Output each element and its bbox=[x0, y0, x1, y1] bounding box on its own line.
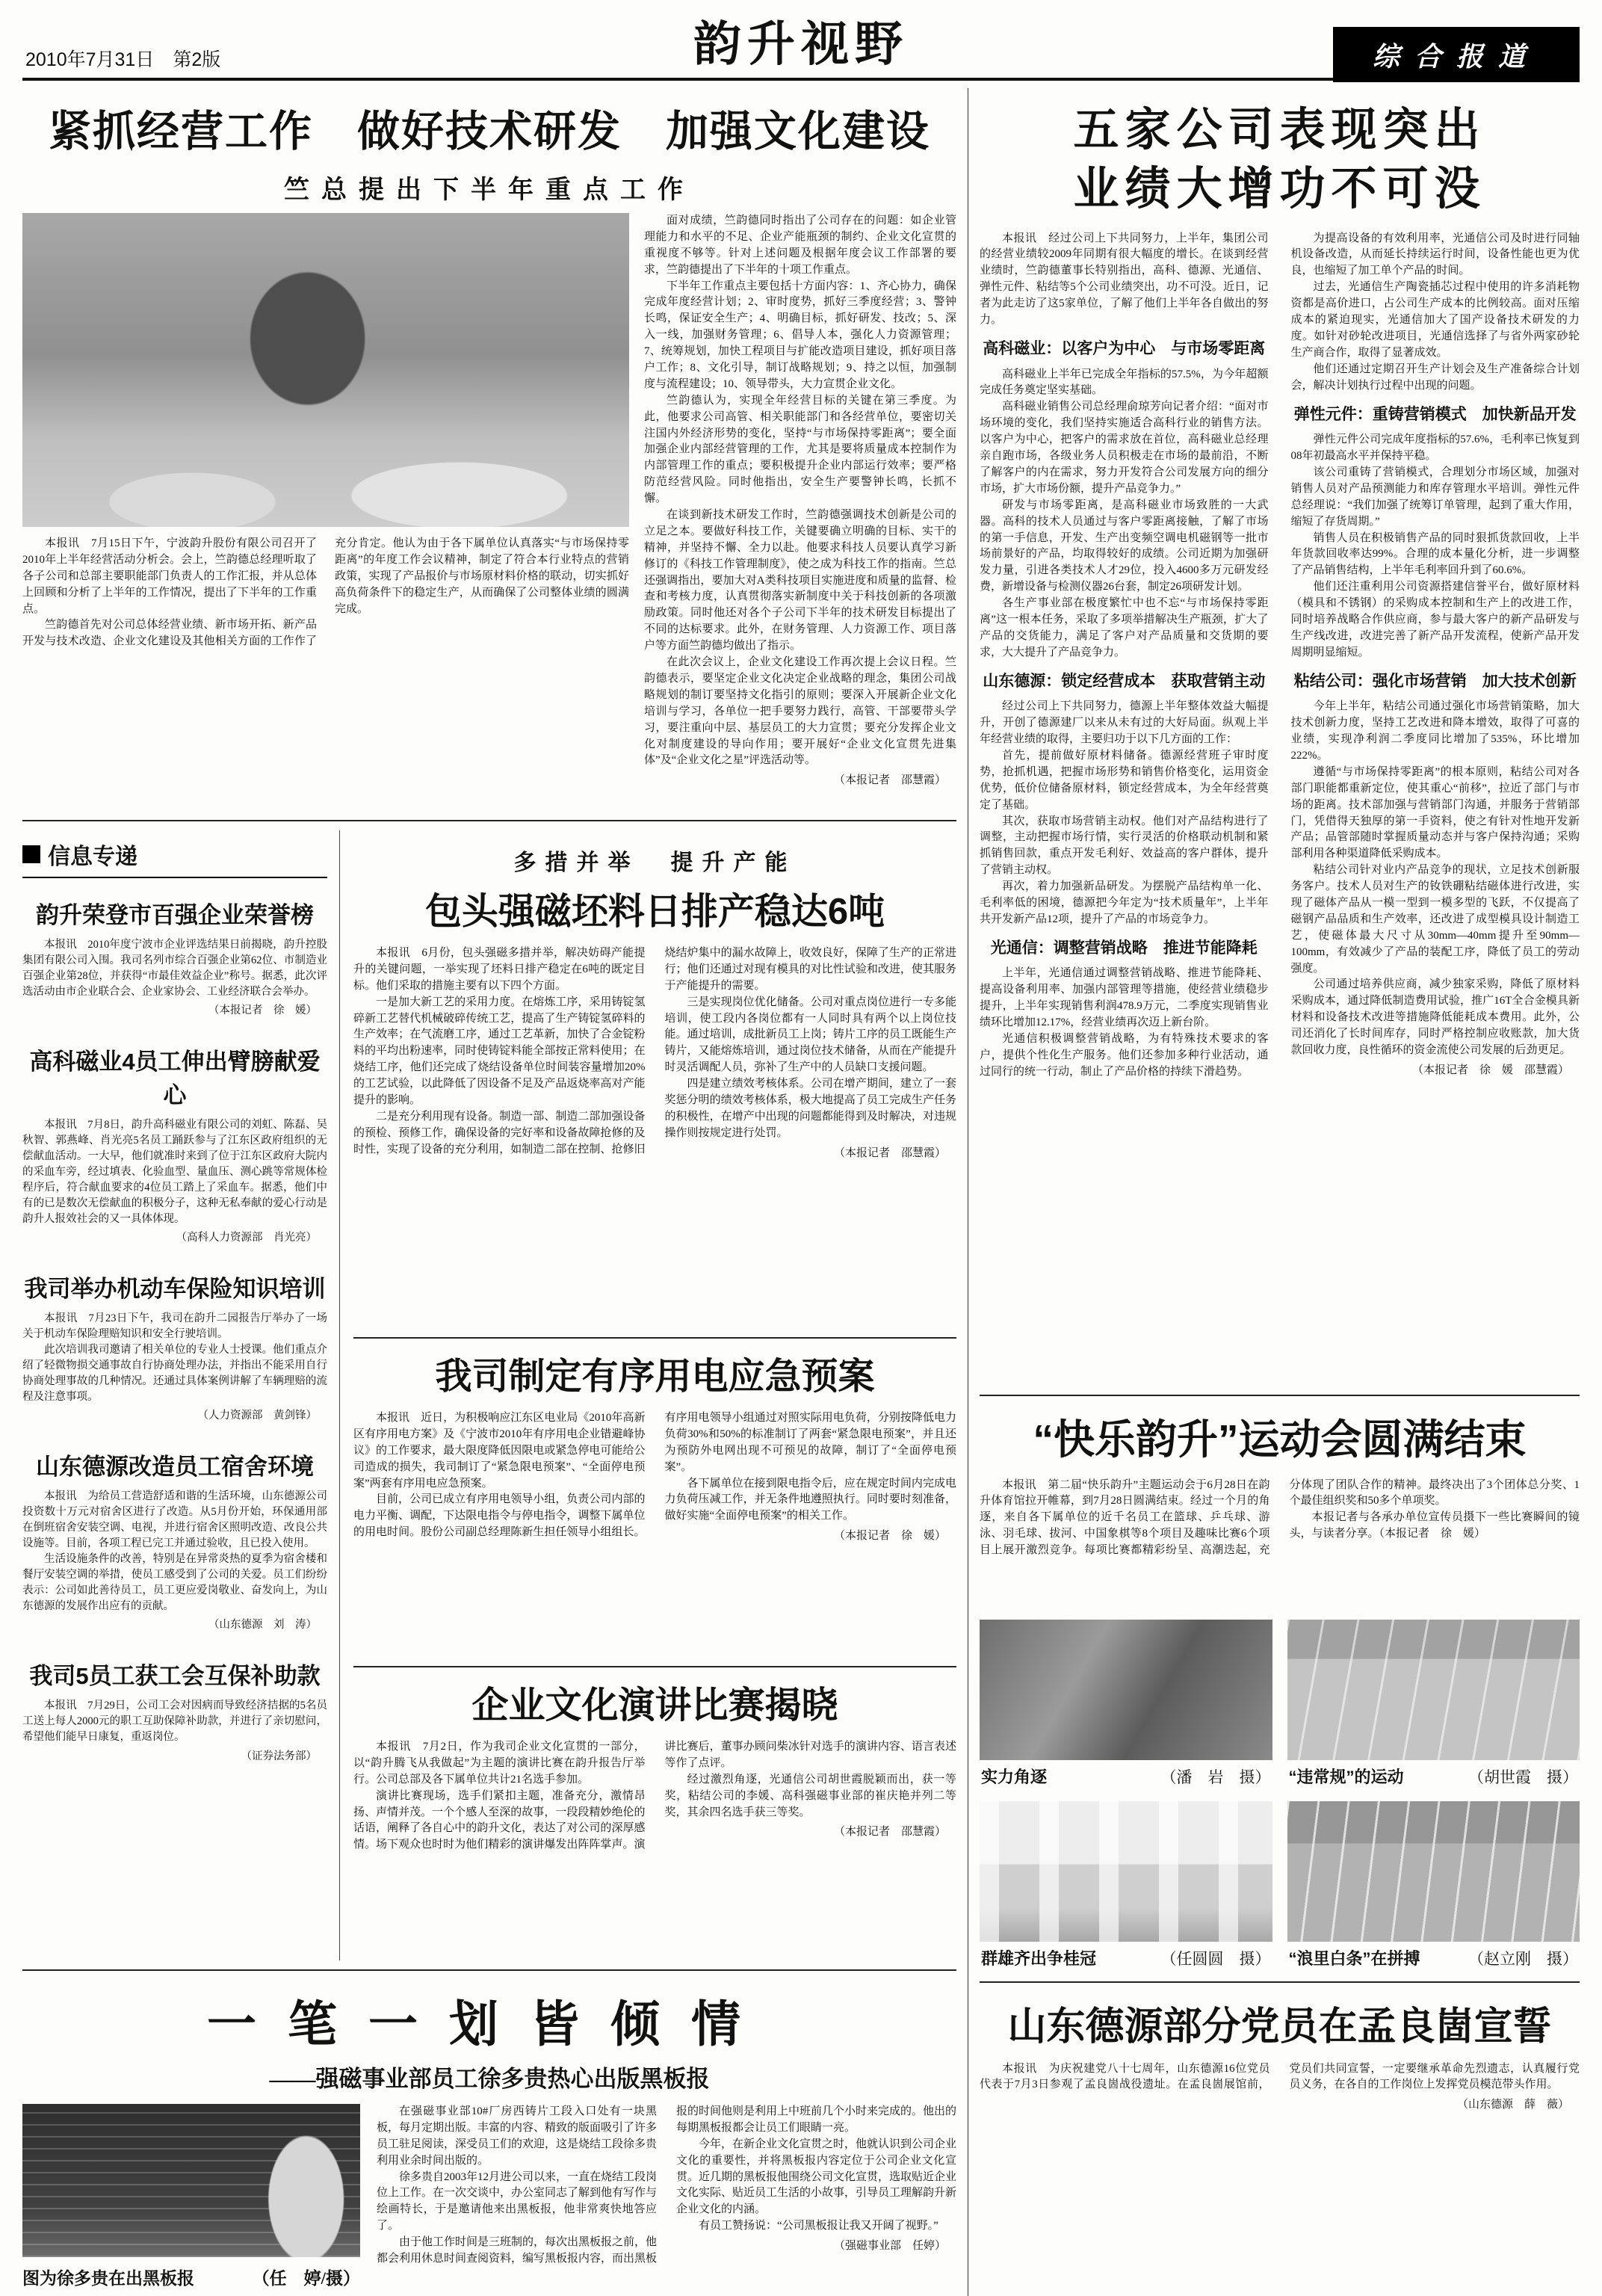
horizontal-rule bbox=[353, 1666, 956, 1667]
article-paragraph: 二是充分利用现有设备。制造一部、制造二部加强设备的预检、预修工作，确保设备的完好率和设备故障抢修的及时性，实现了设备的充分利用，如制造二部在控制、抢修旧烧结炉集中的漏水故障上，收效良好，保障了生产的正常进行；他们还通过对现有模具的对比性试验和改进，使其服务于产能提升的需要。 bbox=[353, 947, 956, 1155]
article-paragraph: 遵循“与市场保持零距离”的根本原则，粘结公司对各部门职能都重新定位，使其重心“前移”，拉近了部门与市场的距离。技术部加强与营销部门沟通，并服务于营销部门，凭借得天独厚的第一手资料，使之有针对性地开发新产品；品管部随时掌握质量动态并与客户保持沟通；采购部利用各种渠道降低采购成本。 bbox=[1290, 765, 1580, 860]
lead-headline: 紧抓经营工作 做好技术研发 加强文化建设 bbox=[49, 108, 930, 155]
article-subhead: 粘结公司：强化市场营销 加大技术创新 bbox=[1293, 672, 1577, 690]
article-paragraph: 本报讯 7月29日，公司工会对因病而导致经济拮据的5名员工送上每人2000元的职工互助保障补助款，并进行了亲切慰问，希望他们能早日康复，重返岗位。 bbox=[22, 1700, 327, 1744]
info-column-title: 信息专递 bbox=[48, 845, 137, 869]
info-column bbox=[22, 830, 340, 1960]
lead-subtitle: 竺总提出下半年重点工作 bbox=[284, 176, 695, 204]
masthead-title: 韵升视野 bbox=[693, 16, 909, 72]
article-byline: （证券法务部） bbox=[241, 1750, 317, 1762]
article-paragraph: 高科磁业上半年已完成全年指标的57.5%，为今年超额完成任务奠定坚实基础。 bbox=[980, 368, 1269, 397]
article-paragraph: 竺韵德首先对公司总体经营业绩、新市场开拓、新产品开发与技术改造、企业文化建设及其他相关方面的工作作了充分肯定。他认为由于各下属单位认真落实“与市场保持零距离”的年度工作会议精神，制定了符合本行业特点的营销政策，实现了产品报价与市场原材料价格的联动，切实抓好高负荷条件下的稳定生产，从而确保了公司整体业绩的圆满完成。 bbox=[22, 537, 629, 648]
article-paragraph: 弹性元件公司完成年度指标的57.6%，毛利率已恢复到08年初最高水平并保持平稳。 bbox=[1290, 433, 1580, 463]
side-article-body bbox=[22, 1117, 327, 1252]
side-headline: 我司5员工获工会互保补助款 bbox=[29, 1663, 321, 1690]
speech-headline: 企业文化演讲比赛揭晓 bbox=[471, 1685, 838, 1726]
five-companies-body bbox=[980, 231, 1580, 1386]
headline-line-1: 五家公司表现突出 bbox=[1073, 104, 1486, 155]
five-companies-headline bbox=[980, 100, 1580, 219]
horizontal-rule bbox=[353, 1337, 956, 1339]
sports-photo-grid bbox=[980, 1620, 1580, 1972]
article-paragraph: 今年上半年，粘结公司通过强化市场营销策略，加大技术创新力度，坚持工艺改进和降本增效，取得了可喜的业绩，实现净利润二季度同比增加了535%，环比增加222%。 bbox=[1290, 700, 1580, 762]
article-paragraph: 目前，公司已成立有序用电领导小组，负责公司内部的电力平衡、调配，下达限电指令与停电指令，调整下属单位的用电时间。股份公司副总经理陈新生担任领导小组组长。有序用电领导小组通过对照实际用电负荷，分别按降低电力负荷30%和50%的标准制订了两套“紧急限电预案”，并且还为预防外电网出现不可预见的故障，制订了“全面停电预案”。 bbox=[353, 1412, 956, 1539]
page-body bbox=[22, 81, 1580, 2296]
side-article bbox=[22, 1043, 327, 1252]
article-paragraph: 本报讯 7月8日，韵升高科磁业有限公司的刘虹、陈磊、吴秋智、郭燕峰、肖光亮5名员工踊跃参与了江东区政府组织的无偿献血活动。一大早，他们就准时来到了位于江东区政府大院内的采血车旁，经过填表、化验血型、量血压、测心跳等常规体检程序后，符合献血要求的4位员工踏上了采血车。据悉，他们中有的已是数次无偿献血的积极分子，这种无私奉献的爱心行动是韵升人报效社会的又一具体体现。 bbox=[22, 1119, 327, 1226]
photo-caption-row bbox=[1289, 1946, 1579, 1969]
article-subhead: 光通信：调整营销战略 推进节能降耗 bbox=[990, 939, 1258, 957]
side-article bbox=[22, 1657, 327, 1770]
article-paragraph: 各下属单位在接到限电指令后，应在规定时间内完成电力负荷压减工作，并无条件地遵照执行。同时要时刻准备，做好实施“全面停电预案”的相关工作。 bbox=[664, 1477, 956, 1522]
article-paragraph: 本报讯 6月份，包头强磁多措并举，解决妨碍产能提升的关键问题，一举实现了坯料日排产稳定在6吨的既定目标。他们采取的措施主要有以下四个方面。 bbox=[353, 947, 646, 992]
article-byline: （本报记者 邵慧霞） bbox=[833, 773, 946, 787]
article-byline: （强磁事业部 任婷） bbox=[833, 2238, 946, 2253]
side-article-body bbox=[22, 1311, 327, 1430]
horizontal-rule bbox=[22, 820, 956, 821]
article-paragraph: 今年，在新企业文化宣贯之时，他就认识到公司企业文化的重要性，并将黑板报内容定位于公司企业文化宣贯。近几期的黑板报他围绕公司文化宣贯，选取贴近企业文化实际、贴近员工生活的小故事，引导员工理解韵升新企业文化的内涵。 bbox=[676, 2138, 956, 2216]
article-paragraph: 徐多贵自2003年12月进公司以来，一直在烧结工段岗位上工作。在一次交谈中，办公室同志了解到他有写作与绘画特长，于是邀请他来出黑板报，他非常爽快地答应了。 bbox=[377, 2170, 658, 2232]
article-paragraph: 竺韵德认为，实现全年经营目标的关键在第三季度。为此，他要求公司高管、相关职能部门和各经营单位，要密切关注国内外经济形势的变化，坚持“与市场保持零距离”；要全面加强企业内部经营管理的工作，尤其是要将质量成本控制作为内部管理工作的重点；要积极提升企业内部运行效率；要严格防范经营风险。同时他指出，安全生产要警钟长鸣，长抓不懈。 bbox=[644, 394, 956, 505]
article-byline: （本报记者 邵慧霞） bbox=[833, 1824, 946, 1839]
article-paragraph: 在此次会议上，企业文化建设工作再次提上会议日程。竺韵德表示，要坚定企业文化决定企业战略的理念，集团公司战略规划的制订要坚持文化指引的原则；要深入开展新企业文化培训与学习，各单位一把手要努力践行，高管、干部要带头学习，要注重向中层、基层员工的大力宣贯；要充分发挥企业文化对制度建设的导向作用；要开展好“企业文化宣贯先进集体”及“企业文化之星”评选活动等。 bbox=[644, 656, 956, 767]
caption-credit: （潘 岩 摄） bbox=[1160, 1768, 1271, 1786]
caption-credit: （胡世霞 摄） bbox=[1468, 1768, 1578, 1786]
article-byline: （本报记者 徐 媛） bbox=[833, 1528, 946, 1543]
caption-label: “浪里白条”在拼搏 bbox=[1288, 1948, 1420, 1968]
side-article-body bbox=[22, 937, 327, 1025]
left-zone bbox=[22, 81, 956, 2296]
horizontal-rule bbox=[980, 1981, 1580, 1983]
article-paragraph: 经过公司上下共同努力，德源上半年整体效益大幅提升，开创了德源建厂以来从未有过的大好局面。纵观上半年经营业绩的取得，主要归功于以下几方面的工作： bbox=[980, 700, 1269, 746]
photo-caption-row bbox=[1289, 1765, 1579, 1788]
headline-line-2: 业绩大增功不可没 bbox=[1073, 163, 1486, 215]
article-byline: （山东德源 薛 薇） bbox=[1456, 2097, 1569, 2111]
article-kicker: 多措并举 提升产能 bbox=[513, 851, 797, 875]
side-article-body bbox=[22, 1698, 327, 1770]
oath-body bbox=[980, 2061, 1580, 2203]
article-paragraph: 首先，提前做好原材料储备。德源经营班子审时度势，抢抓机遇，把握市场形势和销售价格变化，运用资金优势，低价位储备原材料，锁定经营成本，为全年经营奠定了基础。 bbox=[980, 749, 1269, 811]
article-subhead: 弹性元件：重铸营销模式 加快新品开发 bbox=[1293, 405, 1577, 423]
side-headline: 韵升荣登市百强企业荣誉榜 bbox=[36, 902, 314, 928]
section-label: 综合报道 bbox=[1333, 27, 1580, 82]
sports-article bbox=[980, 1407, 1580, 1972]
lead-right-column bbox=[644, 213, 956, 811]
photo-conference-meeting bbox=[22, 213, 629, 527]
sports-body bbox=[980, 1478, 1580, 1609]
baotou-headline: 包头强磁坯料日排产稳达6吨 bbox=[424, 892, 885, 932]
article-paragraph: 下半年工作重点主要包括十方面内容：1、齐心协力，确保完成年度经营计划；2、审时度势，抓好三季度经营；3、警钟长鸣，保证安全生产；4、明确目标，抓好研发、技改；5、深入一线，加强财务管理；6、倡导人本，强化人力资源管理；7、统筹规划，加快工程项目与扩能改造项目建设，抓好项目落户工作；8、文化引导，制订战略规划；9、持之以恒，加强制度与流程建设；10、领导带头，大力宣贯企业文化。 bbox=[644, 280, 956, 390]
article-paragraph: 研发与市场零距离，是高科磁业市场致胜的一大武器。高科的技术人员通过与客户零距离接触，了解了市场的第一手信息，开发、生产出变频空调电机磁钢等一批市场前景好的产品，均取得较好的成绩。公司近期为加强研发力量，引进各类技术人才29位，投入4600多万元研发经费，新增设备与检测仪器26台套，制定26项研发计划。 bbox=[980, 499, 1269, 593]
sports-photo-card bbox=[1287, 1620, 1580, 1791]
sports-photo-card bbox=[1287, 1801, 1580, 1972]
oath-article bbox=[980, 1995, 1580, 2203]
article-paragraph: 他们还通过定期召开生产计划会及生产准备综合计划会，解决计划执行过程中出现的问题。 bbox=[1290, 362, 1580, 392]
side-article bbox=[22, 896, 327, 1025]
article-paragraph: 为提高设备的有效利用率，光通信公司及时进行同轴机设备改造，从而延长持续运行时间，设备性能也更为优良，也缩短了加工单个产品的时间。 bbox=[1290, 232, 1580, 277]
article-byline: （山东德源 刘 涛） bbox=[208, 1619, 317, 1632]
article-paragraph: 本报讯 为给员工营造舒适和谐的生活环境，山东德源公司投资数十万元对宿舍区进行了改造。从5月份开始，环保通用部在倒班宿舍安装空调、电视，并进行宿舍区照明改造、改良公共设施等。目前，各项工程已完工并通过验收，且已投入使用。 bbox=[22, 1490, 327, 1550]
feature-subheadline: ——强磁事业部员工徐多贵热心出版黑板报 bbox=[269, 2066, 710, 2092]
article-subhead: 山东德源：锁定经营成本 获取营销主动 bbox=[983, 672, 1266, 690]
speech-body bbox=[353, 1739, 956, 1960]
feature-article bbox=[22, 1984, 956, 2296]
side-headline: 高科磁业4员工伸出臂膀献爱心 bbox=[29, 1049, 321, 1109]
article-paragraph: 其次，获取市场营销主动权。他们对产品结构进行了调整，主动把握市场行情，实行灵活的价格联动机制和紧抓销售回款，重点开发毛利好、效益高的客户群体，提升了营销主动权。 bbox=[980, 815, 1269, 877]
side-article bbox=[22, 1270, 327, 1430]
power-article bbox=[353, 1348, 956, 1657]
article-paragraph: 再次，着力加强新品研发。为摆脱产品结构单一化、毛利率低的困境，德源把今年定为“技术质量年”，上半年共开发新产品12项，提升了产品的市场竞争力。 bbox=[980, 880, 1269, 925]
article-paragraph: 本报讯 7月15日下午，宁波韵升股份有限公司召开了2010年上半年经营活动分析会。会上，竺韵德总经理听取了各子公司和总部主要职能部门负责人的工作汇报，并从总体上回顾和分析了上半年的工作情况，提出了下半年的工作重点。 bbox=[22, 537, 317, 615]
article-paragraph: 他们还注重利用公司资源搭建信誉平台，做好原材料（模具和不锈钢）的采购成本控制和生产上的改进工作，同时培养战略合作供应商，参与最大客户的新产品研发与生产线改进，改进完善了新产品开发流程，使新产品开发周期明显缩短。 bbox=[1290, 581, 1580, 658]
horizontal-rule bbox=[980, 1395, 1580, 1396]
caption-credit: （任 婷/摄） bbox=[252, 2269, 360, 2288]
side-article bbox=[22, 1448, 327, 1639]
article-paragraph: 各生产事业部在极度繁忙中也不忘“与市场保持零距离”这一根本任务，采取了多项举措解决生产瓶颈，扩大了产品的交货能力，满足了客户对产品质量和交货期的要求，大大提升了产品竞争力。 bbox=[980, 597, 1269, 658]
article-byline: （本报记者 徐 媛 邵慧霞） bbox=[1411, 1062, 1569, 1076]
sports-photo bbox=[1287, 1620, 1580, 1760]
article-paragraph: 本报讯 2010年度宁波市企业评选结果日前揭晓，韵升控股集团有限公司入围。我司名列市综合百强企业第62位、市制造业百强企业第28位，并获得“市最佳效益企业”称号。据悉，此次评选活动由市企业联合会、企业家协会、工业经济联合会举办。 bbox=[22, 939, 327, 999]
middle-column bbox=[340, 830, 956, 1960]
sports-headline: “快乐韵升”运动会圆满结束 bbox=[1033, 1416, 1527, 1463]
right-zone bbox=[980, 81, 1580, 2296]
speech-article bbox=[353, 1676, 956, 1960]
baotou-body bbox=[353, 945, 956, 1328]
caption-label: 群雄齐出争桂冠 bbox=[981, 1948, 1097, 1968]
article-paragraph: 本报讯 为庆祝建党八十七周年，山东德源16位党员代表于7月3日参观了孟良崮战役遗址。在孟良崮展馆前，党员们共同宣誓，一定要继承革命先烈遗志，认真履行党员义务，在各自的工作岗位上发挥党员模范带头作用。 bbox=[980, 2062, 1580, 2091]
article-paragraph: 面对成绩，竺韵德同时指出了公司存在的问题：如企业管理能力和水平的不足、企业产能瓶颈的制约、企业文化宣贯的重视度不够等。针对上述问题及根据年度会议工作部署的要求，竺韵德提出了下半年的十项工作重点。 bbox=[644, 215, 956, 276]
article-paragraph: 本报讯 7月23日下午，我司在韵升二园报告厅举办了一场关于机动车保险理赔知识和安全行驶培训。 bbox=[22, 1312, 327, 1341]
power-headline: 我司制定有序用电应急预案 bbox=[435, 1357, 875, 1397]
article-paragraph: 三是实现岗位优化储备。公司对重点岗位进行一专多能培训，使工段内各岗位都有一人同时具有两个以上岗位技能。通过培训，成批新员工上岗；铸片工序的员工既能生产铸片，又能熔炼培训，通过岗位技术储备，从而在产能提升时灵活调配人员，弥补了生产中的人员缺口支援问题。 bbox=[664, 996, 956, 1074]
lead-body-columns bbox=[22, 536, 629, 811]
article-paragraph: 本报讯 经过公司上下共同努力，上半年，集团公司的经营业绩较2009年同期有很大幅度的增长。在谈到经营业绩时，竺韵德董事长特别指出，高科、德源、光通信、弹性元件、粘结等5个公司业绩突出，功不可没。近日，记者为此走访了这5家单位，了解了他们上半年各自做出的努力。 bbox=[980, 232, 1269, 327]
side-article-body bbox=[22, 1489, 327, 1639]
sports-photo-card bbox=[980, 1801, 1272, 1972]
baotou-article bbox=[353, 844, 956, 1328]
article-paragraph: 此次培训我司邀请了相关单位的专业人士授课。他们重点介绍了轻微物损交通事故自行协商处理办法，并指出不能采用自行协商处理事故的几种情况。还通过具体案例讲解了车辆理赔的流程及注意事项。 bbox=[22, 1344, 327, 1404]
sports-photo-card bbox=[980, 1620, 1272, 1791]
article-paragraph: 在谈到新技术研发工作时，竺韵德强调技术创新是公司的立足之本。要做好科技工作，关键要确立明确的目标、实干的精神，并坚持不懈、全力以赴。他要求科技人员要认真学习新修订的《科技工作管理制度》，使之成为科技工作的指南。竺总还强调指出，要加大对A类科技项目实施进度和质量的监督、检查和考核力度，认真贯彻落实新制度中关于科技创新的各项激励政策。同时他还对各个子公司下半年的技术研发目标提出了不同的达标要求。此外，在财务管理、人力资源工作、项目落户等方面竺韵德均做出了指示。 bbox=[644, 509, 956, 652]
article-paragraph: 光通信积极调整营销战略，为有特殊技术要求的客户，提供个性化生产服务。他们还参加多种行业活动，通过同行的统一行动，制止了产品价格的持续下滑趋势。 bbox=[980, 1032, 1269, 1078]
horizontal-rule bbox=[22, 1969, 956, 1971]
page-header bbox=[22, 0, 1580, 81]
caption-credit: （任圆圆 摄） bbox=[1160, 1949, 1271, 1968]
sports-photo bbox=[980, 1620, 1272, 1760]
feature-headline: 一笔一划皆倾情 bbox=[207, 1995, 772, 2053]
caption-label: “违常规”的运动 bbox=[1288, 1767, 1404, 1786]
info-column-header bbox=[22, 830, 327, 878]
article-paragraph: 演讲比赛现场，选手们紧扣主题，准备充分，激情昂扬、声情并茂。一个个感人至深的故事，一段段精妙绝伦的话语，阐释了各自心中的韵升文化，表达了对公司的深厚感情。场下观众也时时为他们精彩的演讲爆发出阵阵掌声。演讲比赛后，董事办顾问柴冰针对选手的演讲内容、语言表述等作了点评。 bbox=[353, 1741, 956, 1851]
article-paragraph: 本报记者与各承办单位宣传员摄下一些比赛瞬间的镜头，与读者分享。（本报记者 徐 媛） bbox=[1289, 1511, 1580, 1540]
caption-label: 实力角逐 bbox=[981, 1767, 1048, 1786]
article-paragraph: 粘结公司针对业内产品竞争的现状，立足技术创新服务客户。技术人员对生产的钕铁硼粘结磁体进行改进，实现了磁体产品从一模一型到一模多型的飞跃，不仅提高了磁钢产品品质和生产效率，还改进了成型模具设计制造工艺，使磁体最大尺寸从30mm—40mm提升至90mm—100mm，有效减少了产品的装配工序，降低了员工的劳动强度。 bbox=[1290, 864, 1580, 975]
black-square-icon bbox=[22, 845, 40, 863]
date-edition: 2010年7月31日 第2版 bbox=[25, 49, 221, 70]
side-headline: 山东德源改造员工宿舍环境 bbox=[36, 1454, 314, 1481]
lead-article bbox=[22, 97, 956, 811]
article-paragraph: 过去，光通信生产陶瓷插芯过程中使用的许多消耗物资都是高价进口，占公司生产成本的比例较高。面对压缩成本的紧迫现实，光通信加大了国产设备技术研发的力度。如针对砂轮改进项目，光通信选择了与省外两家砂轮生产商合作，取得了显著成效。 bbox=[1290, 281, 1580, 359]
feature-body-columns bbox=[377, 2104, 956, 2296]
article-paragraph: 高科磁业销售公司总经理俞琼芳向记者介绍：“面对市场环境的变化，我们坚持实施适合高科行业的销售方法。以客户为中心，把客户的需求放在首位，高科磁业总经理亲自跑市场，各级业务人员积极走在市场的最前沿，不断了解客户的内在需求，努力开发符合公司发展方向的细分市场，扩大市场份额，提升产品竞争力。” bbox=[980, 401, 1269, 495]
article-paragraph: 有员工赞扬说：“公司黑板报让我又开阔了视野。” bbox=[699, 2220, 938, 2232]
article-paragraph: 销售人员在积极销售产品的同时狠抓货款回收，上半年货款回收率达99%。合理的成本量化分析，进一步调整了产品销售结构，上半年毛利率回升到了60.6%。 bbox=[1290, 531, 1580, 577]
photo-caption-row bbox=[981, 1765, 1271, 1788]
caption-label: 图为徐多贵在出黑板报 bbox=[22, 2269, 194, 2288]
article-byline: （人力资源部 黄剑锋） bbox=[197, 1410, 317, 1422]
article-paragraph: 由于他工作时间是三班制的，每次出黑板报之前，他都会利用休息时间查阅资料，编写黑板报内容，而出黑板报的时间他则是利用上中班前几个小时来完成的。他出的每期黑板报都会让员工们眼睛一亮。 bbox=[377, 2105, 956, 2265]
middle-band bbox=[22, 830, 956, 1960]
sports-photo bbox=[980, 1801, 1272, 1942]
article-paragraph: 该公司重铸了营销模式，合理划分市场区域，加强对销售人员对产品预测能力和库存管理水平培训。弹性元件总经理说：“我们加强了统筹订单管理，起到了重大作用，缩短了存货周期。” bbox=[1290, 466, 1580, 528]
article-subhead: 高科磁业：以客户为中心 与市场零距离 bbox=[983, 339, 1266, 357]
article-paragraph: 一是加大新工艺的采用力度。在熔炼工序，采用铸锭氢碎新工艺替代机械破碎传统工艺，提高了生产铸锭氢碎料的生产效率；在气流磨工序，通过工艺革新，加快了合金锭粉料的平均出粉速率，同时使铸锭料能全部按正常料使用；在烧结工序，他们还完成了烧结设备单位时间装容量增加20%的工艺试验，以此降低了因设备不足及产品返烧率高对产能提升的影响。 bbox=[353, 996, 646, 1107]
sports-photo bbox=[1287, 1801, 1580, 1942]
article-paragraph: 本报讯 7月2日，作为我司企业文化宣贯的一部分，以“韵升腾飞从我做起”为主题的演讲比赛在韵升报告厅举行。公司总部及各下属单位共计21名选手参加。 bbox=[353, 1741, 646, 1786]
article-paragraph: 本报讯 第二届“快乐韵升”主题运动会于6月28日在韵升体育馆拉开帷幕，到7月28日圆满结束。经过一个月的角逐，来自各下属单位的近千名员工在篮球、乒乓球、游泳、羽毛球、拔河、中国象棋等8个项目及趣味比赛6个项目上展开激烈竞争。每项比赛都精彩纷呈、高潮迭起，充分体现了团队合作的精神。最终决出了3个团体总分奖、1个最佳组织奖和50多个单项奖。 bbox=[980, 1478, 1580, 1557]
feature-photo-block bbox=[22, 2104, 360, 2296]
article-paragraph: 生活设施条件的改善，特别是在异常炎热的夏季为宿舍楼和餐厅安装空调的举措，使员工感受到了公司的关爱。员工们纷纷表示：公司如此善待员工，员工更应爱岗敬业、奋发向上，为山东德源的发展作出应有的贡献。 bbox=[22, 1553, 327, 1613]
article-paragraph: 经过激烈角逐，光通信公司胡世霞脱颖而出，获一等奖，粘结公司的李媛、高科强磁事业部的崔庆艳并列二等奖，其余四名选手获三等奖。 bbox=[664, 1773, 956, 1818]
article-byline: （本报记者 徐 媛） bbox=[208, 1004, 317, 1017]
photo-caption-row bbox=[981, 1946, 1271, 1969]
article-paragraph: 公司通过培养供应商，减少独家采购，降低了原材料采购成本，通过降低制造费用试验，推广16T全合金模具新材料和设备技术改进等措施降低能耗成本费用。此外，公司还消化了长时间库存，同时严格控制应收账款，加大货款回收力度，良性循环的资金流使公司发展的后劲更足。 bbox=[1290, 978, 1580, 1056]
article-paragraph: 上半年，光通信通过调整营销战略、推进节能降耗、提高设备利用率、加强内部管理等措施，使经营业绩稳步提升，上半年实现销售利润478.9万元，二季度实现销售业绩环比增加12.17%，经营业绩再次迈上新台阶。 bbox=[980, 967, 1269, 1029]
oath-headline: 山东德源部分党员在孟良崮宣誓 bbox=[1007, 2005, 1552, 2049]
power-body bbox=[353, 1410, 956, 1657]
feature-photo-caption bbox=[22, 2265, 360, 2289]
article-byline: （高科人力资源部 肖光亮） bbox=[176, 1232, 317, 1244]
article-byline: （本报记者 邵慧霞） bbox=[833, 1145, 946, 1159]
caption-credit: （赵立刚 摄） bbox=[1468, 1949, 1578, 1968]
photo-blackboard-writing bbox=[22, 2104, 360, 2257]
side-headline: 我司举办机动车保险知识培训 bbox=[24, 1276, 326, 1303]
lead-left-block bbox=[22, 213, 629, 811]
article-paragraph: 本报讯 近日，为积极响应江东区电业局《2010年高新区有序用电方案》及《宁波市2010年有序用电企业错避峰协议》的工作要求，最大限度降低因限电或紧急停电可能给公司造成的损失，我司制订了“紧急限电预案”、“全面停电预案”两套有序用电应急预案。 bbox=[353, 1412, 646, 1490]
article-paragraph: 四是建立绩效考核体系。公司在增产期间，建立了一套奖惩分明的绩效考核体系，极大地提高了员工完成生产任务的积极性，在增产中出现的问题都能得到及时解决，对违规操作则按规定进行处罚。 bbox=[664, 1078, 956, 1139]
article-paragraph: 在强磁事业部10#厂房西铸片工段入口处有一块黑板，每月定期出版。丰富的内容、精致的版面吸引了许多员工驻足阅读，深受员工们的欢迎，这是烧结工段徐多贵利用业余时间出版的。 bbox=[377, 2105, 658, 2167]
five-companies-article bbox=[980, 100, 1580, 1386]
